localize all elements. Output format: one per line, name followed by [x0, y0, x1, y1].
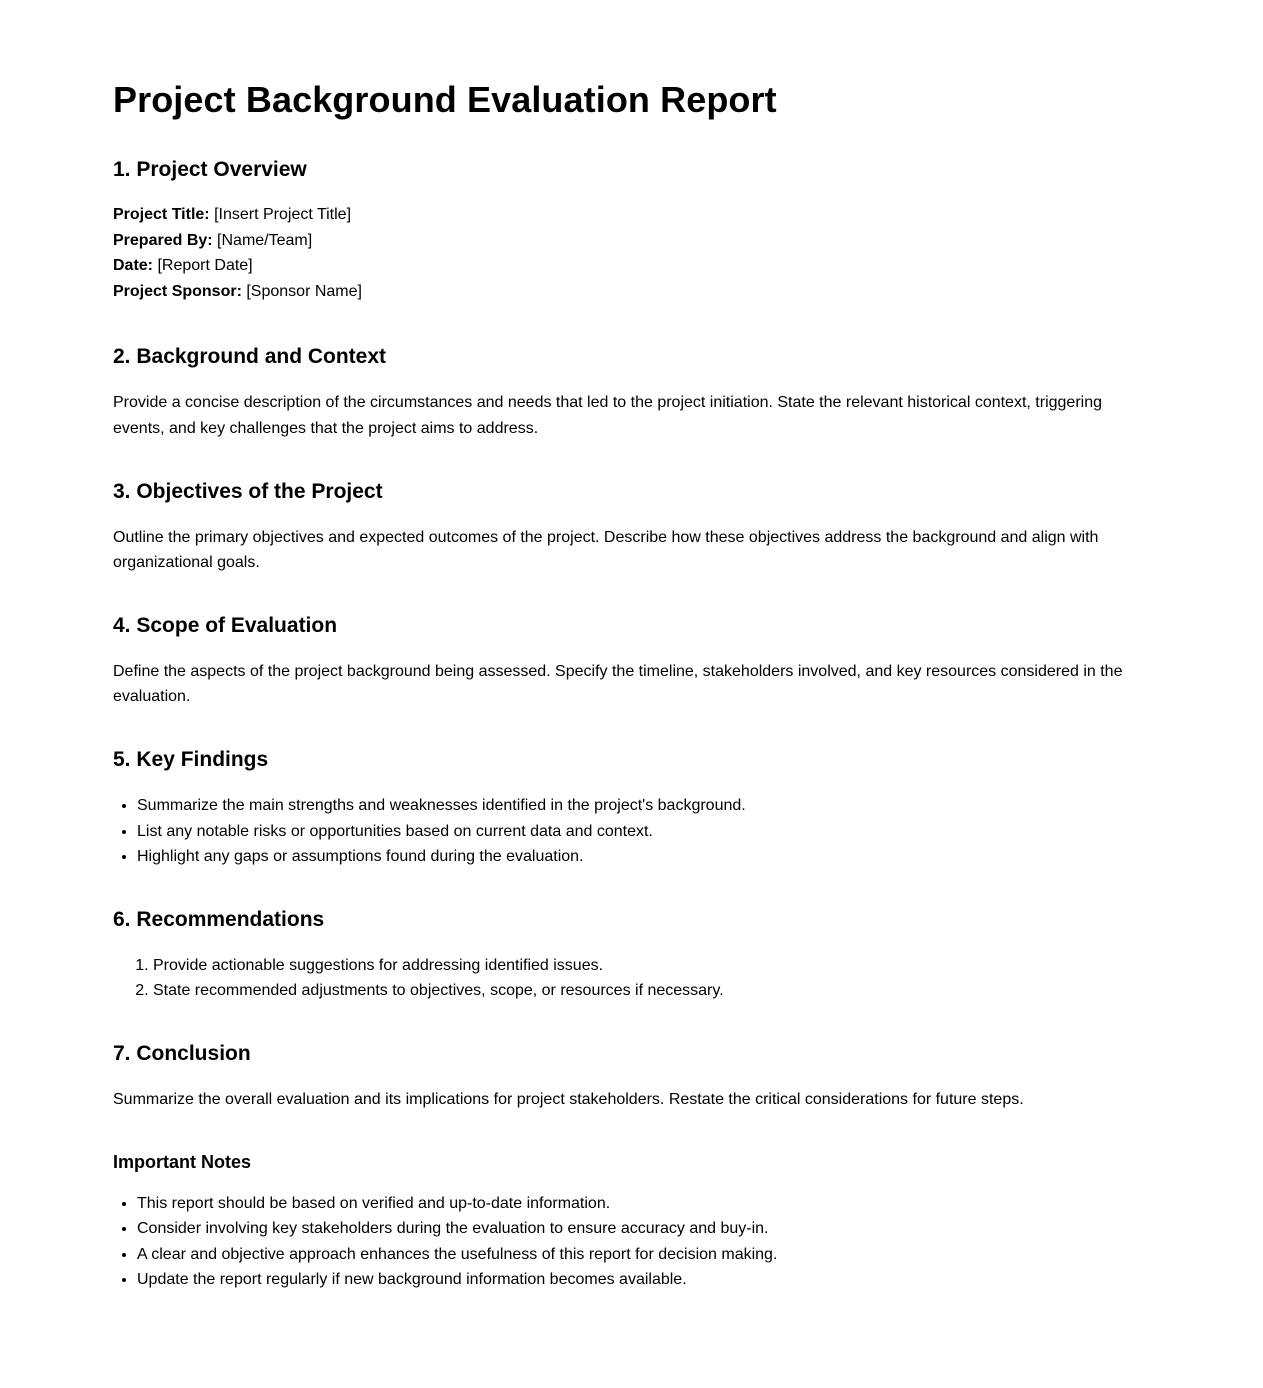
- section-key-findings: [113, 747, 1143, 870]
- field-date: [113, 253, 1143, 279]
- field-value: [Name/Team]: [217, 231, 313, 249]
- section-heading: Important Notes: [113, 1151, 252, 1172]
- section-heading: 4. Scope of Evaluation: [113, 613, 338, 637]
- section-conclusion: [113, 1041, 1143, 1113]
- field-prepared-by: [113, 228, 1143, 254]
- section-heading: 7. Conclusion: [113, 1041, 251, 1065]
- field-label: Prepared By:: [113, 231, 213, 249]
- section-paragraph: Define the aspects of the project background being assessed. Specify the timeline, stakeholders involved, and key resources considered in the evaluation.: [113, 662, 1123, 706]
- section-background: [113, 344, 1143, 441]
- section-paragraph: Summarize the overall evaluation and its implications for project stakeholders. Restate the critical considerations for future steps.: [113, 1090, 1024, 1108]
- section-scope: [113, 613, 1143, 710]
- section-recommendations: [113, 907, 1143, 1004]
- section-heading: 1. Project Overview: [113, 158, 307, 181]
- section-paragraph: Outline the primary objectives and expected outcomes of the project. Describe how these objectives address the background and align with organizational goals.: [113, 528, 1099, 572]
- list-item: • Consider involving key stakeholders during the evaluation to ensure accuracy and buy-in.: [137, 1216, 1143, 1242]
- list-item: 2. State recommended adjustments to objectives, scope, or resources if necessary.: [153, 978, 1143, 1004]
- section-paragraph: Provide a concise description of the circumstances and needs that led to the project initiation. State the relevant historical context, triggering events, and key challenges that the project aims to address.: [113, 394, 1102, 437]
- field-value: [Report Date]: [157, 257, 253, 275]
- list-item: • This report should be based on verified and up-to-date information.: [137, 1191, 1143, 1217]
- field-label: Project Sponsor:: [113, 282, 242, 300]
- overview-fields: [113, 202, 1143, 304]
- report-title: Project Background Evaluation Report: [113, 79, 777, 120]
- section-heading: 3. Objectives of the Project: [113, 479, 383, 503]
- list-item: • Highlight any gaps or assumptions found during the evaluation.: [137, 844, 1143, 870]
- field-project-title: [113, 202, 1143, 228]
- field-value: [Insert Project Title]: [214, 206, 352, 223]
- field-project-sponsor: [113, 279, 1143, 305]
- list-item: • Summarize the main strengths and weaknesses identified in the project's background.: [137, 793, 1143, 819]
- section-project-overview: [113, 157, 1143, 304]
- findings-list: [113, 793, 1143, 870]
- section-objectives: [113, 479, 1143, 576]
- section-heading: 2. Background and Context: [113, 345, 387, 369]
- list-item: • A clear and objective approach enhances the usefulness of this report for decision making.: [137, 1242, 1143, 1268]
- list-item: • Update the report regularly if new background information becomes available.: [137, 1267, 1143, 1293]
- field-label: Date:: [113, 257, 154, 275]
- list-item: 1. Provide actionable suggestions for addressing identified issues.: [153, 953, 1143, 979]
- field-label: Project Title:: [113, 206, 210, 223]
- field-value: [Sponsor Name]: [246, 282, 362, 300]
- recommendations-list: [113, 953, 1143, 1004]
- list-item: • List any notable risks or opportunities based on current data and context.: [137, 819, 1143, 845]
- section-heading: 6. Recommendations: [113, 907, 325, 931]
- section-heading: 5. Key Findings: [113, 747, 269, 771]
- notes-list: [113, 1191, 1143, 1293]
- section-important-notes: [113, 1151, 1143, 1293]
